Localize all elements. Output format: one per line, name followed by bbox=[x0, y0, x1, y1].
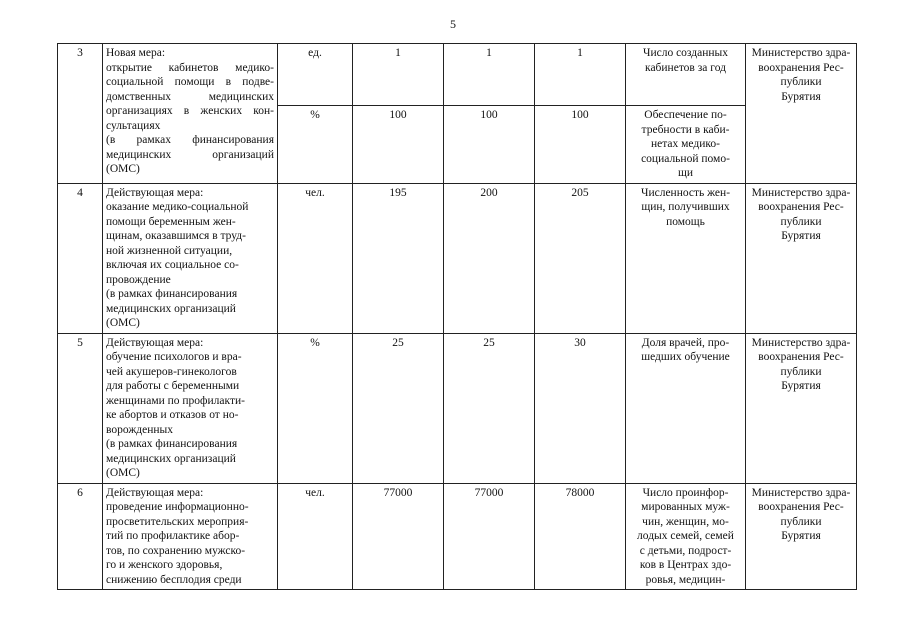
desc-line: сультациях bbox=[106, 119, 161, 132]
table-row bbox=[58, 183, 857, 333]
value-cell: 1 bbox=[535, 44, 626, 106]
resp-line: воохранения Рес- bbox=[758, 351, 844, 363]
resp-line: Бурятия bbox=[781, 530, 821, 542]
desc-line: го и женского здоровья, bbox=[106, 559, 223, 571]
row-number: 5 bbox=[58, 333, 103, 483]
value-cell: 1 bbox=[353, 44, 444, 106]
responsible-cell bbox=[746, 183, 857, 333]
row-number: 3 bbox=[58, 44, 103, 184]
resp-line: воохранения Рес- bbox=[758, 201, 844, 213]
resp-line: Бурятия bbox=[781, 230, 821, 242]
responsible-cell bbox=[746, 333, 857, 483]
ind-line: мированных муж- bbox=[641, 501, 730, 513]
desc-line: (в рамках финансирования bbox=[106, 288, 238, 300]
measure-description bbox=[103, 483, 278, 590]
page-number: 5 bbox=[450, 17, 456, 31]
ind-line: лодых семей, семей bbox=[637, 530, 734, 542]
desc-line: ной жизненной ситуации, bbox=[106, 244, 233, 257]
desc-line: Действующая мера: bbox=[106, 486, 204, 499]
value-cell: 77000 bbox=[353, 483, 444, 590]
desc-line: (ОМС) bbox=[106, 467, 140, 479]
indicator-cell bbox=[626, 333, 746, 483]
desc-line: тий по профилактике абор- bbox=[106, 530, 240, 542]
resp-line: воохранения Рес- bbox=[758, 501, 844, 513]
ind-line: кабинетов за год bbox=[645, 61, 726, 74]
ind-line: Доля врачей, про- bbox=[641, 336, 730, 349]
resp-line: публики bbox=[780, 365, 822, 378]
value-cell: 100 bbox=[444, 106, 535, 184]
resp-line: публики bbox=[780, 215, 822, 228]
measure-description bbox=[103, 183, 278, 333]
unit-cell: % bbox=[278, 106, 353, 184]
resp-line: Министерство здра- bbox=[751, 486, 851, 499]
desc-line: ворожденных bbox=[106, 423, 174, 436]
measure-description bbox=[103, 333, 278, 483]
desc-line: медицинских организаций bbox=[106, 452, 236, 465]
desc-line: (ОМС) bbox=[106, 163, 140, 175]
desc-line: для работы с беременными bbox=[106, 380, 240, 392]
desc-line: (ОМС) bbox=[106, 317, 140, 329]
indicator-cell bbox=[626, 44, 746, 106]
desc-line: провождение bbox=[106, 273, 171, 286]
ind-line: ков в Центрах здо- bbox=[639, 559, 732, 571]
desc-line: Действующая мера: bbox=[106, 186, 204, 199]
resp-line: воохранения Рес- bbox=[758, 61, 844, 74]
ind-line: щин, получивших bbox=[641, 201, 730, 213]
desc-line: (в рамках финансирования bbox=[106, 134, 274, 146]
unit-cell: чел. bbox=[278, 483, 353, 590]
value-cell: 25 bbox=[444, 333, 535, 483]
desc-line: домственных медицинских bbox=[106, 90, 274, 103]
desc-line: снижению бесплодия среди bbox=[106, 573, 242, 586]
ind-line: Обеспечение по- bbox=[644, 109, 727, 121]
resp-line: публики bbox=[780, 515, 822, 528]
table-row bbox=[58, 483, 857, 590]
desc-line: ке абортов и отказов от но- bbox=[106, 409, 239, 421]
unit-cell: чел. bbox=[278, 183, 353, 333]
ind-line: Число проинфор- bbox=[642, 486, 729, 499]
indicator-cell bbox=[626, 483, 746, 590]
desc-line: организациях в женских кон- bbox=[106, 105, 274, 117]
desc-line: женщинами по профилакти- bbox=[106, 394, 245, 407]
desc-line: щинам, оказавшимся в труд- bbox=[106, 230, 246, 242]
resp-line: Бурятия bbox=[781, 380, 821, 392]
value-cell: 100 bbox=[353, 106, 444, 184]
desc-line: включая их социальное со- bbox=[106, 259, 239, 271]
desc-line: медицинских организаций bbox=[106, 302, 236, 315]
desc-line: (в рамках финансирования bbox=[106, 438, 238, 450]
responsible-cell bbox=[746, 483, 857, 590]
desc-line: тов, по сохранению мужско- bbox=[106, 544, 246, 557]
measures-table bbox=[57, 43, 857, 590]
resp-line: Министерство здра- bbox=[751, 47, 851, 59]
ind-line: с детьми, подрост- bbox=[639, 544, 732, 557]
value-cell: 25 bbox=[353, 333, 444, 483]
measure-description bbox=[103, 44, 278, 184]
value-cell: 1 bbox=[444, 44, 535, 106]
unit-cell: % bbox=[278, 333, 353, 483]
desc-line: Действующая мера: bbox=[106, 336, 204, 349]
value-cell: 78000 bbox=[535, 483, 626, 590]
responsible-cell bbox=[746, 44, 857, 184]
indicator-cell bbox=[626, 183, 746, 333]
value-cell: 200 bbox=[444, 183, 535, 333]
desc-line: социальной помощи в подве- bbox=[106, 76, 274, 88]
ind-line: шедших обучение bbox=[641, 351, 730, 363]
resp-line: публики bbox=[780, 76, 822, 88]
ind-line: Численность жен- bbox=[640, 186, 731, 199]
desc-line: чей акушеров-гинекологов bbox=[106, 365, 237, 378]
value-cell: 100 bbox=[535, 106, 626, 184]
resp-line: Бурятия bbox=[781, 90, 821, 103]
desc-line: помощи беременным жен- bbox=[106, 215, 236, 228]
desc-line: медицинских организаций bbox=[106, 148, 274, 161]
ind-line: чин, женщин, мо- bbox=[642, 515, 729, 528]
ind-line: социальной помо- bbox=[641, 152, 730, 165]
unit-cell: ед. bbox=[278, 44, 353, 106]
desc-line: просветительских мероприя- bbox=[106, 515, 249, 528]
indicator-cell bbox=[626, 106, 746, 184]
desc-line: обучение психологов и вра- bbox=[106, 351, 242, 363]
desc-line: Новая мера: bbox=[106, 47, 166, 59]
ind-line: щи bbox=[677, 167, 693, 179]
table-row bbox=[58, 333, 857, 483]
value-cell: 205 bbox=[535, 183, 626, 333]
resp-line: Министерство здра- bbox=[751, 336, 851, 349]
desc-line: оказание медико-социальной bbox=[106, 201, 249, 213]
ind-line: помощь bbox=[666, 215, 705, 228]
ind-line: требности в каби- bbox=[641, 123, 730, 136]
ind-line: ровья, медицин- bbox=[645, 573, 726, 586]
row-number: 6 bbox=[58, 483, 103, 590]
table-row bbox=[58, 44, 857, 106]
resp-line: Министерство здра- bbox=[751, 186, 851, 199]
value-cell: 77000 bbox=[444, 483, 535, 590]
ind-line: Число созданных bbox=[642, 47, 729, 59]
desc-line: проведение информационно- bbox=[106, 501, 249, 513]
value-cell: 30 bbox=[535, 333, 626, 483]
ind-line: нетах медико- bbox=[651, 138, 720, 150]
value-cell: 195 bbox=[353, 183, 444, 333]
desc-line: открытие кабинетов медико- bbox=[106, 61, 274, 74]
row-number: 4 bbox=[58, 183, 103, 333]
